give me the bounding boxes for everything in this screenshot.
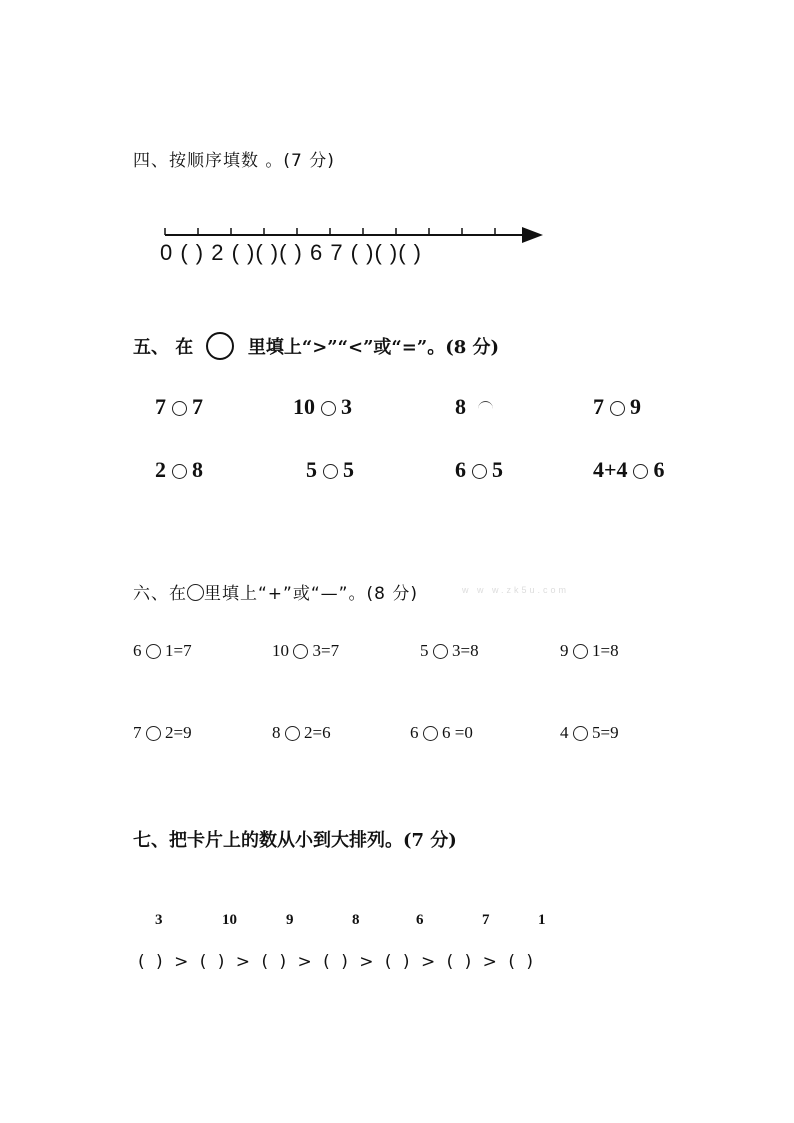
- card-number: 3: [155, 912, 163, 928]
- card-number: 1: [538, 912, 546, 928]
- circle-icon[interactable]: [321, 401, 336, 416]
- card-number: 6: [416, 912, 424, 928]
- circle-icon[interactable]: [633, 464, 648, 479]
- operation-item: 8 2=6: [272, 723, 331, 743]
- compare-item: 10 3: [293, 394, 352, 419]
- operation-item: 4 5=9: [560, 723, 619, 743]
- operation-item: 9 1=8: [560, 641, 619, 661]
- card-number: 7: [482, 912, 490, 928]
- compare-item: 7 9: [593, 394, 641, 419]
- large-circle-icon: [206, 332, 234, 360]
- circle-icon[interactable]: [172, 401, 187, 416]
- section-4-heading: 四、按顺序填数 。(7 分): [133, 151, 335, 171]
- compare-item: 6 5: [455, 457, 503, 482]
- card-number: 8: [352, 912, 360, 928]
- circle-icon[interactable]: [610, 401, 625, 416]
- section-6-heading-post: 里填上“+”或“—”。(8 分): [204, 584, 418, 604]
- compare-item: 8: [455, 394, 493, 420]
- circle-icon[interactable]: [285, 726, 300, 741]
- circle-icon[interactable]: [472, 464, 487, 479]
- compare-item: 2 8: [155, 457, 203, 482]
- answer-sequence[interactable]: ( ) > ( ) > ( ) > ( ) > ( ) > ( ) > ( ): [138, 952, 533, 972]
- circle-icon[interactable]: [146, 726, 161, 741]
- operation-item: 6 1=7: [133, 641, 192, 661]
- circle-icon[interactable]: [573, 726, 588, 741]
- circle-icon[interactable]: [146, 644, 161, 659]
- section-6-heading: [133, 579, 418, 604]
- circle-icon[interactable]: [293, 644, 308, 659]
- compare-item: 4+4 6: [593, 457, 665, 482]
- operation-item: 7 2=9: [133, 723, 192, 743]
- circle-icon[interactable]: [323, 464, 338, 479]
- watermark: w w w.zk5u.com: [462, 585, 570, 595]
- circle-icon: [187, 584, 204, 601]
- card-number: 9: [286, 912, 294, 928]
- operation-item: 6 6 =0: [410, 723, 473, 743]
- number-line-labels: 0 ( ) 2 ( )( )( ) 6 7 ( )( )( ): [160, 240, 422, 265]
- operation-item: 10 3=7: [272, 641, 340, 661]
- compare-item: 5 5: [306, 457, 354, 482]
- circle-icon[interactable]: [172, 464, 187, 479]
- section-5-heading-pre: 五、 在: [133, 337, 194, 358]
- partial-circle-icon[interactable]: [478, 401, 493, 417]
- section-7-heading: 七、把卡片上的数从小到大排列。(7 分): [133, 830, 457, 851]
- circle-icon[interactable]: [423, 726, 438, 741]
- compare-item: 7 7: [155, 394, 203, 419]
- operation-item: 5 3=8: [420, 641, 479, 661]
- section-5-heading-post: 里填上“>”“<”或“=”。(8 分): [247, 337, 500, 358]
- section-6-heading-pre: 六、在: [133, 584, 187, 604]
- circle-icon[interactable]: [433, 644, 448, 659]
- card-number: 10: [222, 912, 237, 928]
- circle-icon[interactable]: [573, 644, 588, 659]
- section-5-heading: [133, 332, 499, 364]
